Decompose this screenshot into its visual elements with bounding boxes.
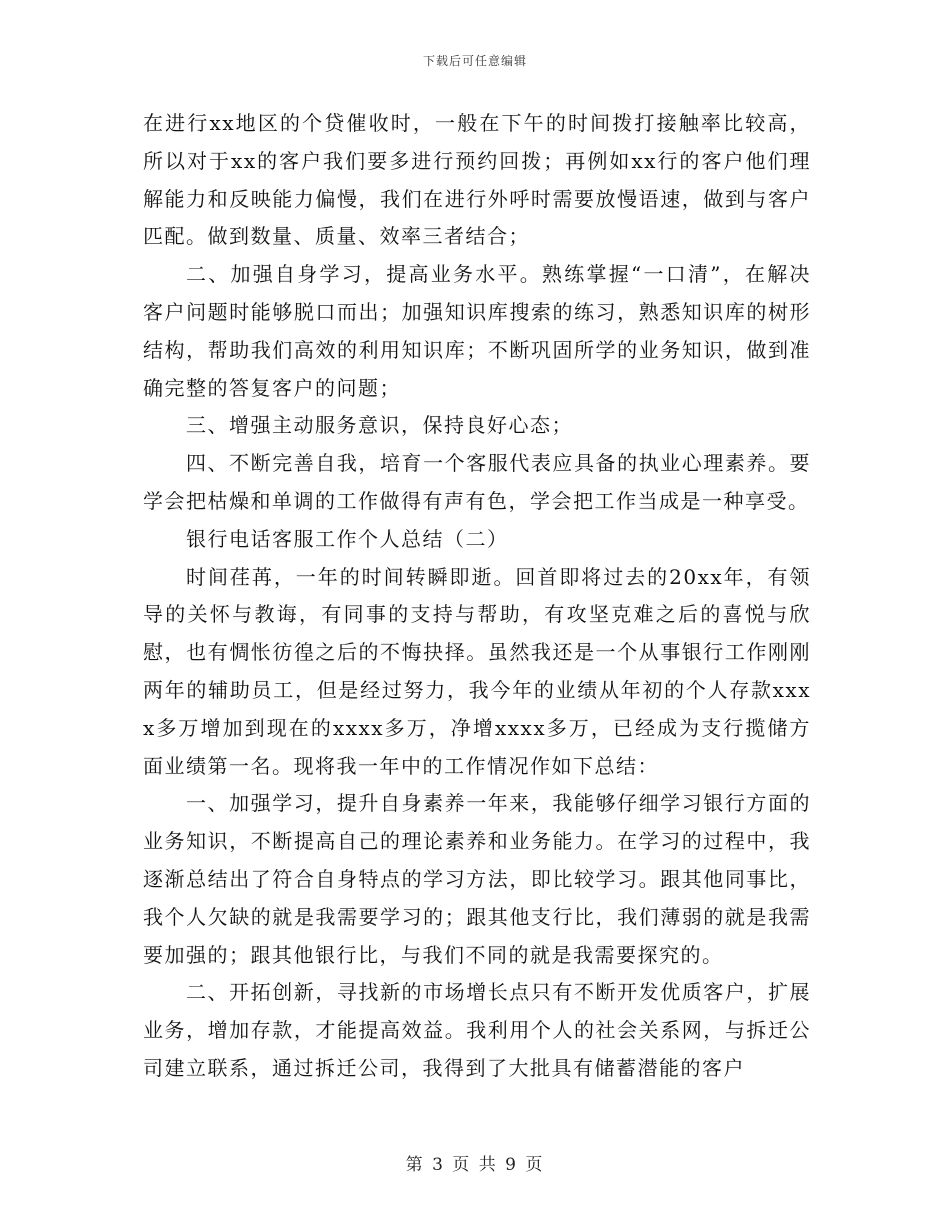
- paragraph-learning: 一、加强学习，提升自身素养一年来，我能够仔细学习银行方面的业务知识，不断提高自己的理论素养和业务能力。在学习的过程中，我逐渐总结出了符合自身特点的学习方法，即比较学习。跟其他同事比，我个人欠缺的就是我需要学习的；跟其他支行比，我们薄弱的就是我需要加强的；跟其他银行比，与我们不同的就是我需要探究的。: [143, 791, 811, 967]
- paragraph-continuation: 在进行xx地区的个贷催收时，一般在下午的时间拨打接触率比较高，所以对于xx的客户我们要多进行预约回拨；再例如xx行的客户他们理解能力和反映能力偏慢，我们在进行外呼时需要放慢语速，做到与客户匹配。做到数量、质量、效率三者结合；: [143, 111, 811, 249]
- paragraph-service-awareness: 三、增强主动服务意识，保持良好心态；: [186, 413, 573, 438]
- document-body: [143, 105, 811, 1088]
- paragraph-innovation: 二、开拓创新，寻找新的市场增长点只有不断开发优质客户，扩展业务，增加存款，才能提高效益。我利用个人的社会关系网，与拆迁公司建立联系，通过拆迁公司，我得到了大批具有储蓄潜能的客户: [143, 980, 811, 1080]
- page-number-footer: 第 3 页 共 9 页: [405, 1155, 545, 1175]
- section-heading: 银行电话客服工作个人总结（二）: [186, 526, 509, 551]
- paragraph-intro: 时间荏苒，一年的时间转瞬即逝。回首即将过去的20xx年，有领导的关怀与教诲，有同事的支持与帮助，有攻坚克难之后的喜悦与欣慰，也有惆怅彷徨之后的不悔抉择。虽然我还是一个从事银行工作刚刚两年的辅助员工，但是经过努力，我今年的业绩从年初的个人存款xxxx多万增加到现在的xxxx多万，净增xxxx多万，已经成为支行揽储方面业绩第一名。现将我一年中的工作情况作如下总结：: [143, 564, 811, 778]
- page-header: 下载后可任意编辑: [422, 54, 527, 68]
- paragraph-self-improvement: 四、不断完善自我，培育一个客服代表应具备的执业心理素养。要学会把枯燥和单调的工作做得有声有色，学会把工作当成是一种享受。: [143, 451, 811, 513]
- paragraph-study: 二、加强自身学习，提高业务水平。熟练掌握“一口清”，在解决客户问题时能够脱口而出；加强知识库搜索的练习，熟悉知识库的树形结构，帮助我们高效的利用知识库；不断巩固所学的业务知识，做到准确完整的答复客户的问题；: [143, 262, 811, 400]
